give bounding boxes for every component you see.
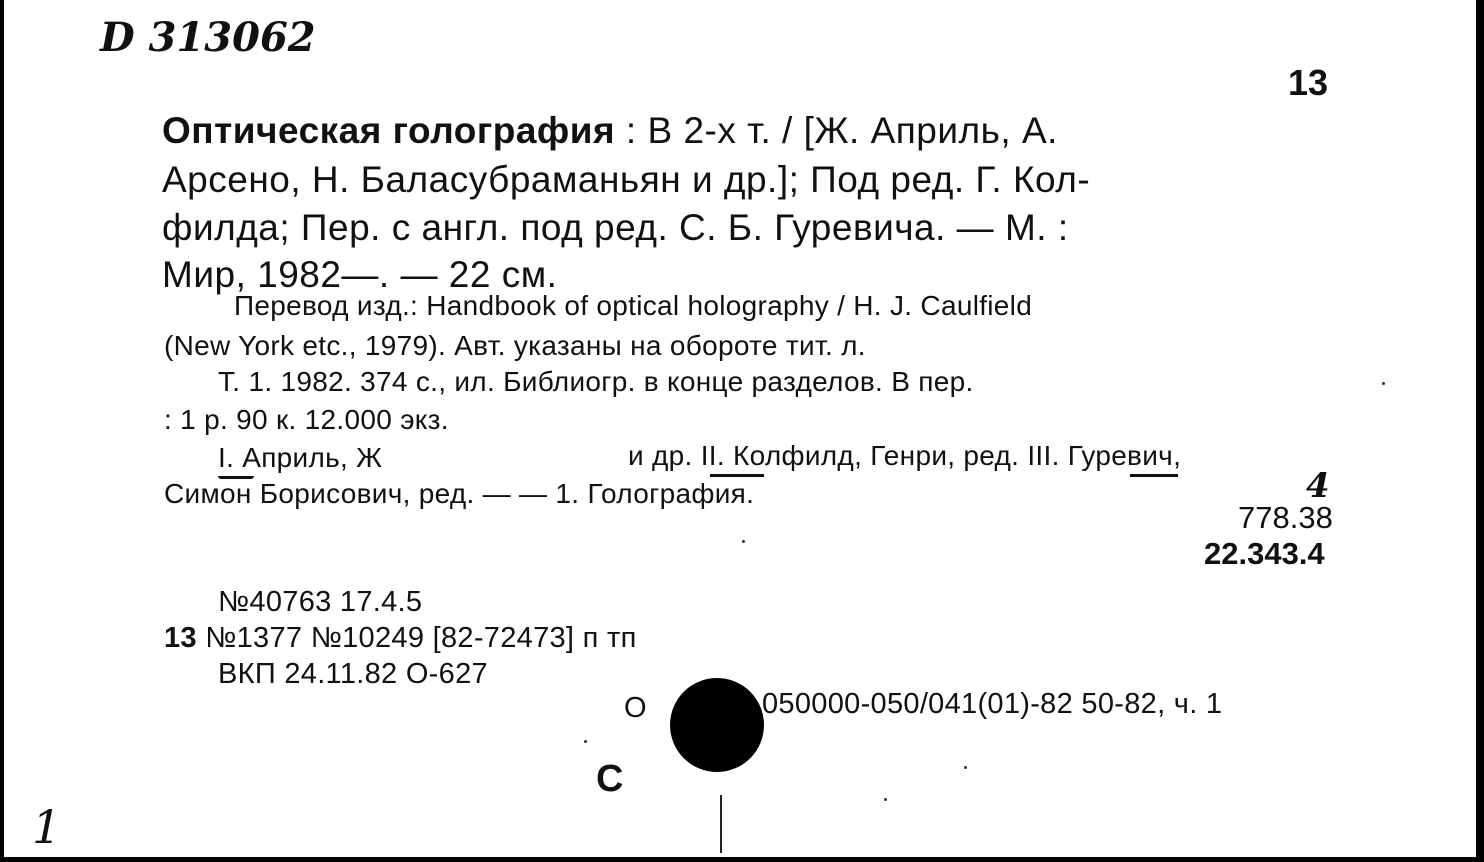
translation-note-line-2: (New York etc., 1979). Авт. указаны на обороте тит. л. (164, 330, 866, 361)
handwritten-class-digit: 4 (1306, 466, 1330, 506)
description-line-4: Мир, 1982—. — 22 см. (162, 254, 558, 295)
translation-note-line-1: Перевод изд.: Handbook of optical holography / H. J. Caulfield (234, 290, 1033, 321)
record-line-3: ВКП 24.11.82 О-627 (218, 658, 488, 690)
card-punch-hole (670, 678, 764, 772)
corner-number: 13 (1288, 62, 1329, 103)
speck (1382, 382, 1385, 385)
tracing-line-1-left: I. Априль, Ж (218, 442, 383, 473)
letter-c: С (596, 758, 624, 800)
underline-mark-2 (710, 474, 764, 477)
udc-class: 778.38 (1238, 500, 1333, 535)
speck (884, 798, 887, 801)
book-title: Оптическая голография (162, 110, 616, 151)
record-line-2 (164, 622, 637, 655)
speck (964, 766, 967, 769)
volume-note-line-2: : 1 р. 90 к. 12.000 экз. (164, 404, 449, 435)
handwritten-bottom-mark: 1 (32, 800, 62, 854)
volume-note-line-1: Т. 1. 1982. 374 с., ил. Библиогр. в конце разделов. В пер. (218, 366, 974, 397)
speck (584, 740, 587, 743)
record-prefix-number: 13 (164, 622, 197, 654)
record-numbers: №1377 №10249 [82-72473] п тп (205, 622, 637, 654)
underline-mark-3 (1130, 474, 1178, 477)
title-statement: : В 2-х т. / [Ж. Априль, А. (615, 110, 1058, 151)
code-prefix: О (624, 692, 647, 724)
bbk-class: 22.343.4 (1204, 536, 1325, 571)
tracing-line-1-right: и др. II. Колфилд, Генри, ред. III. Гуревич, (628, 440, 1182, 471)
code-line: 050000-050/041(01)-82 50-82, ч. 1 (762, 688, 1223, 720)
title-line (162, 110, 1058, 152)
tracing-line-2: Симон Борисович, ред. — — 1. Голография. (164, 478, 755, 509)
record-line-1: №40763 17.4.5 (218, 586, 423, 618)
underline-mark-1 (218, 476, 254, 479)
description-line-2: Арсено, Н. Баласубраманьян и др.]; Под ред. Г. Кол- (162, 159, 1091, 200)
handwritten-inventory-number: D 313062 (100, 14, 316, 61)
speck (742, 540, 745, 543)
bottom-tick-line (720, 795, 722, 853)
catalog-card (4, 0, 1476, 857)
description-line-3: филда; Пер. с англ. под ред. С. Б. Гуревича. — М. : (162, 207, 1069, 248)
